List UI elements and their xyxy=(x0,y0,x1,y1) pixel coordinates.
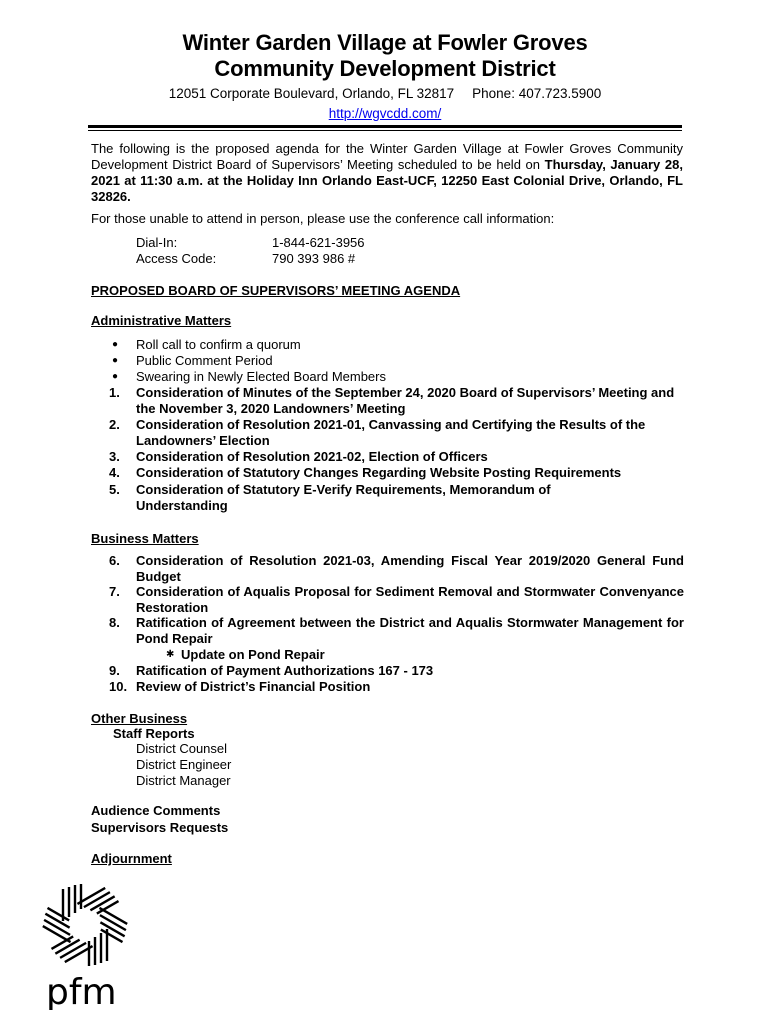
intro-paragraph xyxy=(91,141,683,205)
title-line-2: Community Development District xyxy=(214,56,556,81)
agenda-item: Consideration of Statutory E-Verify Requirements, Memorandum of Understanding xyxy=(136,482,551,513)
address: 12051 Corporate Boulevard, Orlando, FL 32817 xyxy=(168,86,455,101)
staff-report-item: District Counsel xyxy=(136,741,228,756)
agenda-item: Consideration of Minutes of the September 24, 2020 Board of Supervisors’ Meeting and the November 3, 2020 Landowners’ Meeting xyxy=(136,385,675,416)
agenda-item: Ratification of Agreement between the District and Aqualis Stormwater Management for Pond Repair xyxy=(136,615,684,646)
agenda-item-number: 5. xyxy=(109,482,120,497)
intro-text: The following is the proposed agenda for the Winter Garden Village at Fowler Groves Community Development District Board of Supervisors’ Meeting scheduled to be held on xyxy=(91,141,683,172)
agenda-item-number: 6. xyxy=(109,553,120,568)
access-code-label: Access Code: xyxy=(136,251,217,266)
bullet-icon: ● xyxy=(112,355,119,366)
dialin-value: 1-844-621-3956 xyxy=(272,235,365,250)
intro-meeting-details: Thursday, January 28, 2021 at 11:30 a.m. at the Holiday Inn Orlando East-UCF, 12250 East Colonial Drive, Orlando, FL 32826. xyxy=(91,157,683,204)
pfm-logo-mark xyxy=(40,880,130,1010)
agenda-item: Ratification of Payment Authorizations 167 - 173 xyxy=(136,663,434,678)
agenda-item-number: 4. xyxy=(109,465,120,480)
agenda-item-number: 10. xyxy=(109,679,128,694)
title-line-1: Winter Garden Village at Fowler Groves xyxy=(182,30,588,55)
phone: Phone: 407.723.5900 xyxy=(472,86,602,101)
admin-heading: Administrative Matters xyxy=(91,313,232,328)
header-rule-thin xyxy=(88,130,682,131)
staff-report-item: District Manager xyxy=(136,773,231,788)
agenda-item: Consideration of Aqualis Proposal for Sediment Removal and Stormwater Convenyance Restoration xyxy=(136,584,684,615)
agenda-item: Consideration of Resolution 2021-02, Election of Officers xyxy=(136,449,488,464)
admin-bullet-item: Public Comment Period xyxy=(136,353,273,368)
sub-bullet-icon: ✱ xyxy=(166,649,175,660)
staff-report-item: District Engineer xyxy=(136,757,232,772)
dialin-label: Dial-In: xyxy=(136,235,178,250)
agenda-item-number: 9. xyxy=(109,663,120,678)
admin-bullet-item: Swearing in Newly Elected Board Members xyxy=(136,369,386,384)
agenda-title: PROPOSED BOARD OF SUPERVISORS’ MEETING AGENDA xyxy=(91,283,461,298)
pfm-logo xyxy=(40,880,130,1015)
supervisors-requests: Supervisors Requests xyxy=(91,820,229,835)
agenda-item-number: 7. xyxy=(109,584,120,599)
agenda-item-number: 8. xyxy=(109,615,120,630)
agenda-item-number: 1. xyxy=(109,385,120,400)
address-line xyxy=(0,86,770,101)
pfm-logo-text: pfm xyxy=(46,972,117,1010)
agenda-item: Consideration of Statutory Changes Regarding Website Posting Requirements xyxy=(136,465,622,480)
bullet-icon: ● xyxy=(112,339,119,350)
other-business-heading: Other Business xyxy=(91,711,188,726)
access-code-value: 790 393 986 # xyxy=(272,251,356,266)
staff-reports-label: Staff Reports xyxy=(113,726,195,741)
agenda-item: Consideration of Resolution 2021-03, Amending Fiscal Year 2019/2020 General Fund Budget xyxy=(136,553,684,584)
audience-comments: Audience Comments xyxy=(91,803,221,818)
agenda-item-number: 2. xyxy=(109,417,120,432)
agenda-item: Review of District’s Financial Position xyxy=(136,679,371,694)
sub-bullet-item: Update on Pond Repair xyxy=(181,647,325,662)
conference-text: For those unable to attend in person, please use the conference call information: xyxy=(91,211,555,226)
website-link[interactable]: http://wgvcdd.com/ xyxy=(328,106,442,121)
agenda-item-number: 3. xyxy=(109,449,120,464)
business-heading: Business Matters xyxy=(91,531,199,546)
agenda-item: Consideration of Resolution 2021-01, Canvassing and Certifying the Results of the Landowners’ Election xyxy=(136,417,646,448)
adjournment-heading: Adjournment xyxy=(91,851,172,866)
header-rule-thick xyxy=(88,125,682,128)
bullet-icon: ● xyxy=(112,371,119,382)
admin-bullet-item: Roll call to confirm a quorum xyxy=(136,337,301,352)
